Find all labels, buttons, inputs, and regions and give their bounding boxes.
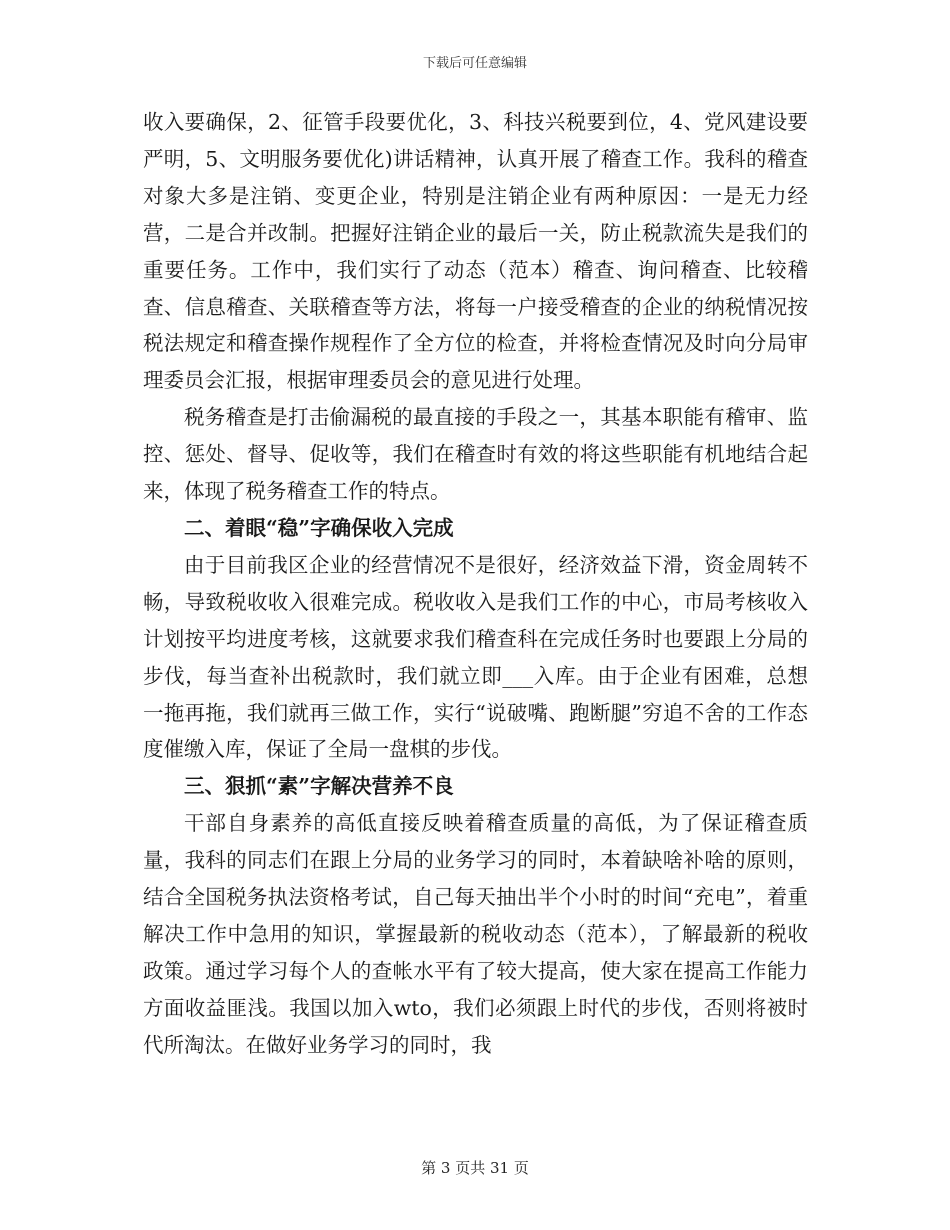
section-heading: 二、着眼“稳”字确保收入完成 [184,515,454,540]
section-heading: 三、狠抓“素”字解决营养不良 [184,774,454,799]
paragraph: 收入要确保，2、征管手段要优化，3、科技兴税要到位，4、党风建设要严明，5、文明服务要优化)讲话精神，认真开展了稽查工作。我科的稽查对象大多是注销、变更企业，特别是注销企业有两种原因：一是无力经营，二是合并改制。把握好注销企业的最后一关，防止税款流失是我们的重要任务。工作中，我们实行了动态（范本）稽查、询问稽查、比较稽查、信息稽查、关联稽查等方法，将每一户接受稽查的企业的纳税情况按税法规定和稽查操作规程作了全方位的检查，并将检查情况及时向分局审理委员会汇报，根据审理委员会的意见进行处理。 [143,110,808,393]
document-body [143,104,808,1064]
page-footer: 第 3 页共 31 页 [421,1159,529,1177]
paragraph: 税务稽查是打击偷漏税的最直接的手段之一，其基本职能有稽审、监控、惩处、督导、促收等，我们在稽查时有效的将这些职能有机地结合起来，体现了税务稽查工作的特点。 [143,405,808,504]
page-header: 下载后可任意编辑 [422,56,527,71]
paragraph: 干部自身素养的高低直接反映着稽查质量的高低，为了保证稽查质量，我科的同志们在跟上分局的业务学习的同时，本着缺啥补啥的原则，结合全国税务执法资格考试，自己每天抽出半个小时的时间“充电”，着重解决工作中急用的知识，掌握最新的税收动态（范本），了解最新的税收政策。通过学习每个人的查帐水平有了较大提高，使大家在提高工作能力方面收益匪浅。我国以加入wto，我们必须跟上时代的步伐，否则将被时代所淘汰。在做好业务学习的同时，我 [143,811,808,1057]
paragraph: 由于目前我区企业的经营情况不是很好，经济效益下滑，资金周转不畅，导致税收收入很难完成。税收收入是我们工作的中心，市局考核收入计划按平均进度考核，这就要求我们稽查科在完成任务时也要跟上分局的步伐，每当查补出税款时，我们就立即___入库。由于企业有困难，总想一拖再拖，我们就再三做工作，实行“说破嘴、跑断腿”穷追不舍的工作态度催缴入库，保证了全局一盘棋的步伐。 [143,552,808,762]
